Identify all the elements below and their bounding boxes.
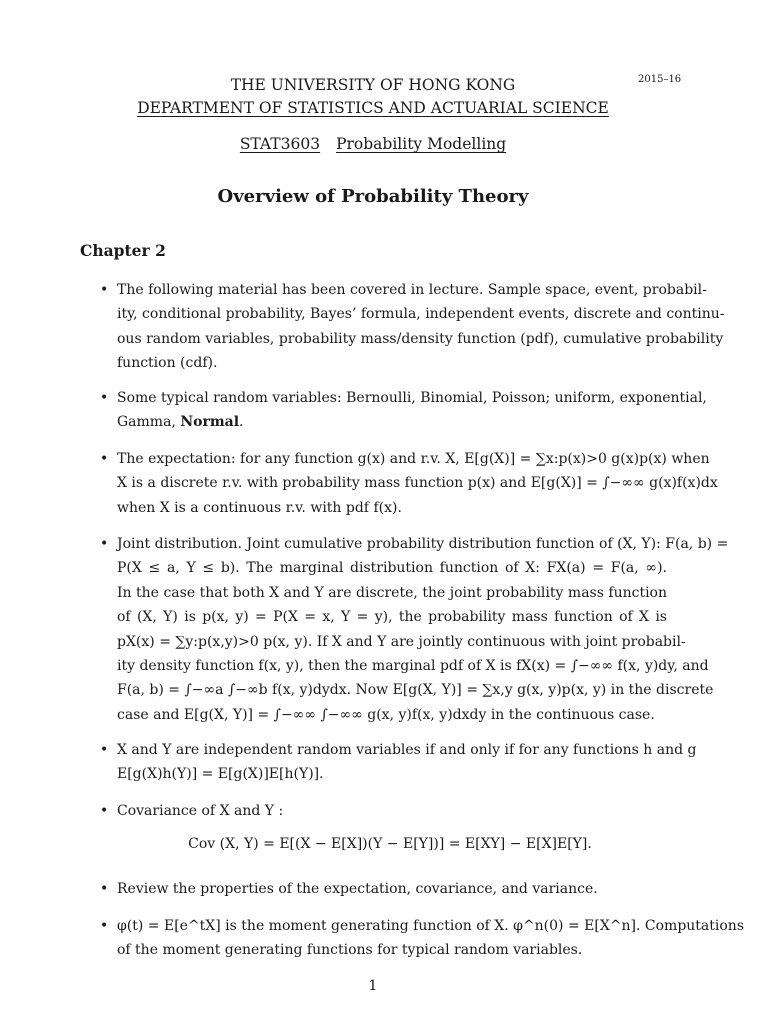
bullet-icon: • bbox=[100, 918, 109, 934]
page-number: 1 bbox=[368, 978, 378, 994]
document-page: 2015–16 THE UNIVERSITY OF HONG KONG DEPARTMENT OF STATISTICS AND ACTUARIAL SCIENCE STAT3603 Probability Modelling Overview of Probability Theory Chapter 2 • The following material has been covered in lecture. Sample space, event, probabil- ity, conditional probability, Bayes’ formula, independent events, discrete and continu- ous random variables, probability mass/density function (pdf), cumulative probability function (cdf). • Some typical random variables: Bernoulli, Binomial, Poisson; uniform, exponential, Gamma, Normal. • The expectation: for any function g(x) and r.v. X, E[g(X)] = ∑x:p(x)>0 g(x)p(x) when X is a discrete r.v. with probability mass function p(x) and E[g(X)] = ∫−∞∞ g(x)f(x)dx when X is a continuous r.v. with pdf f(x). • Joint distribution. Joint cumulative probability distribution function of (X, Y): F(a, b) = P(X ≤ a, Y ≤ b). The marginal distribution function of X: FX(a) = F(a, ∞). In the case that both X and Y are discrete, the joint probability mass function of (X, Y) is p(x, y) = P(X = x, Y = y), the probability mass function of X is pX(x) = ∑y:p(x,y)>0 p(x, y). If X and Y are jointly continuous with joint probabil- ity density function f(x, y), then the marginal pdf of X is fX(x) = ∫−∞∞ f(x, y)dy, and F(a, b) = ∫−∞a ∫−∞b f(x, y)dydx. Now E[g(X, Y)] = ∑x,y g(x, y)p(x, y) in the discrete case and E[g(X, Y)] = ∫−∞∞ ∫−∞∞ g(x, y)f(x, y)dxdy in the continuous case. • X and Y are independent random variables if and only if for any functions h and g E[g(X)h(Y)] = E[g(X)]E[h(Y)]. • Covariance of X and Y : Cov (X, Y) = E[(X − E[X])(Y − E[Y])] = E[XY] − E[X]E[Y]. • Review the properties of the expectation, covariance, and variance. • φ(t) = E[e^tX] is the moment generating function of X. φ^n(0) = E[X^n]. Computations of the moment generating functions for typical random variables. 1 bbox=[0, 0, 768, 1024]
bullet-icon: • bbox=[100, 536, 109, 552]
university-name: THE UNIVERSITY OF HONG KONG bbox=[230, 76, 516, 94]
academic-year: 2015–16 bbox=[638, 74, 682, 85]
bullet-icon: • bbox=[100, 803, 109, 819]
bullet-icon: • bbox=[100, 742, 109, 758]
bullet-icon: • bbox=[100, 451, 109, 467]
emphasized-term: Normal bbox=[180, 414, 240, 431]
course-code: STAT3603 bbox=[239, 135, 321, 153]
course-name: Probability Modelling bbox=[336, 135, 507, 153]
page-title: Overview of Probability Theory bbox=[217, 186, 529, 207]
bullet-icon: • bbox=[100, 881, 109, 897]
bullet-icon: • bbox=[100, 282, 109, 298]
covariance-equation: Cov (X, Y) = E[(X − E[X])(Y − E[Y])] = E[XY] − E[X]E[Y]. bbox=[188, 836, 592, 852]
chapter-heading: Chapter 2 bbox=[80, 241, 166, 260]
bullet-icon: • bbox=[100, 390, 109, 406]
department-name: DEPARTMENT OF STATISTICS AND ACTUARIAL SCIENCE bbox=[137, 99, 609, 117]
course-heading bbox=[0, 135, 746, 153]
